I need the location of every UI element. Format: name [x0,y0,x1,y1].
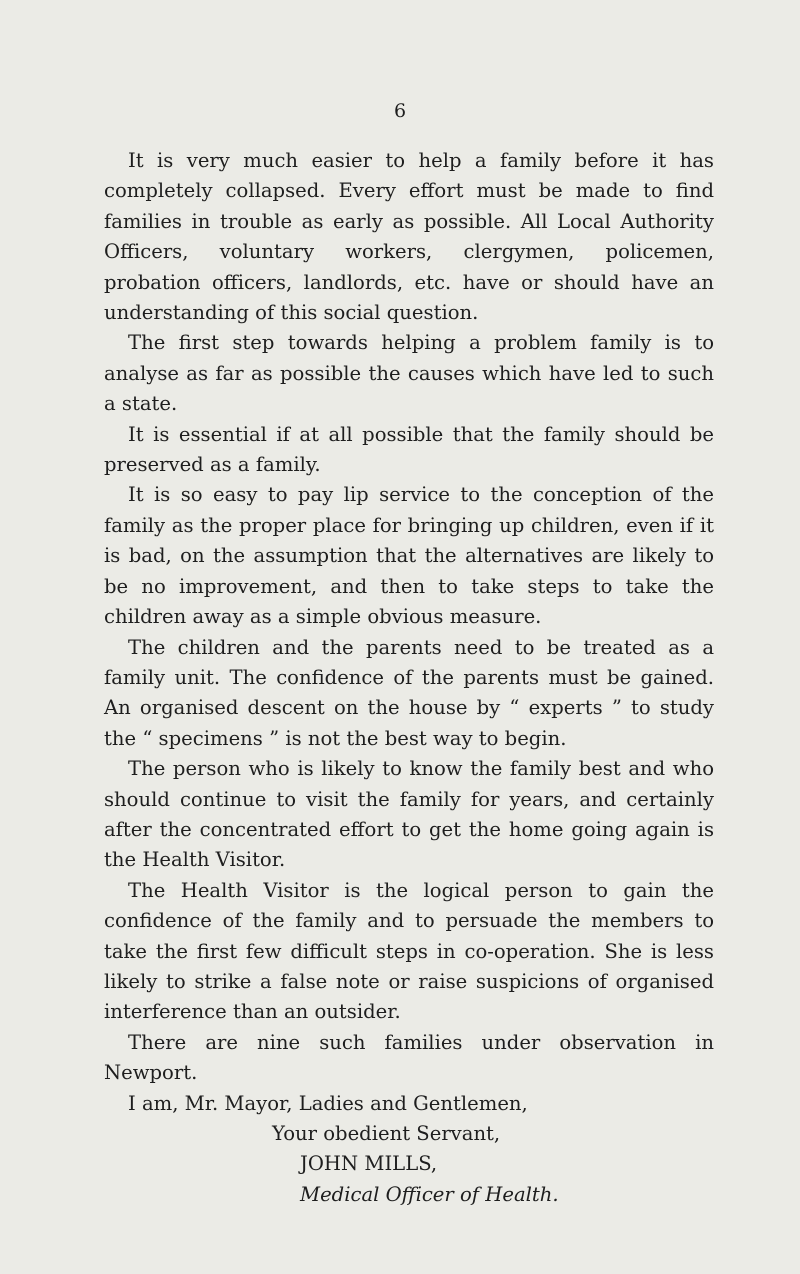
closing-valediction: Your obedient Servant, [272,1122,501,1145]
paragraph-early-help: It is very much easier to help a family before it has completely collapsed. Every effort must be made to find families in trouble as early as possible. All Local Authority Officers, voluntary workers, clergymen, policemen, probation officers, landlords, etc. have or should have an understanding of this social question. [104,149,714,325]
page-number: 6 [393,100,407,122]
letter-body [104,146,714,1210]
closing-salutation: I am, Mr. Mayor, Ladies and Gentlemen, [128,1091,528,1115]
paragraph-health-visitor: The Health Visitor is the logical person to gain the confidence of the family and to persuade the members to take the first few difficult steps in co-operation. She is less likely to strike a false note or raise suspicions of organised interference than an outsider. [104,878,714,1024]
signatory-name: JOHN MILLS, [300,1152,438,1176]
signatory-title: Medical Officer of Health. [300,1182,559,1206]
paragraph-family-unit: The children and the parents need to be treated as a family unit. The confidence of the parents must be gained. An organised descent on the house by “ experts ” to study the “ specimens ” is not the best way to begin. [104,635,714,750]
paragraph-person-best: The person who is likely to know the family best and who should continue to visit the family for years, and certainly after the concentrated effort to get the home going again is the Health Visitor. [104,757,714,872]
paragraph-preserve-family: It is essential if at all possible that the family should be preserved as a family. [104,422,714,477]
paragraph-lip-service: It is so easy to pay lip service to the conception of the family as the proper place for bringing up children, even if it is bad, on the assumption that the alternatives are likely to be no improvement, and then to take steps to take the children away as a simple obvious measure. [104,483,714,629]
paragraph-observation-count: There are nine such families under observation in Newport. [104,1030,714,1085]
paragraph-first-step: The first step towards helping a problem family is to analyse as far as possible the causes which have led to such a state. [104,331,714,416]
